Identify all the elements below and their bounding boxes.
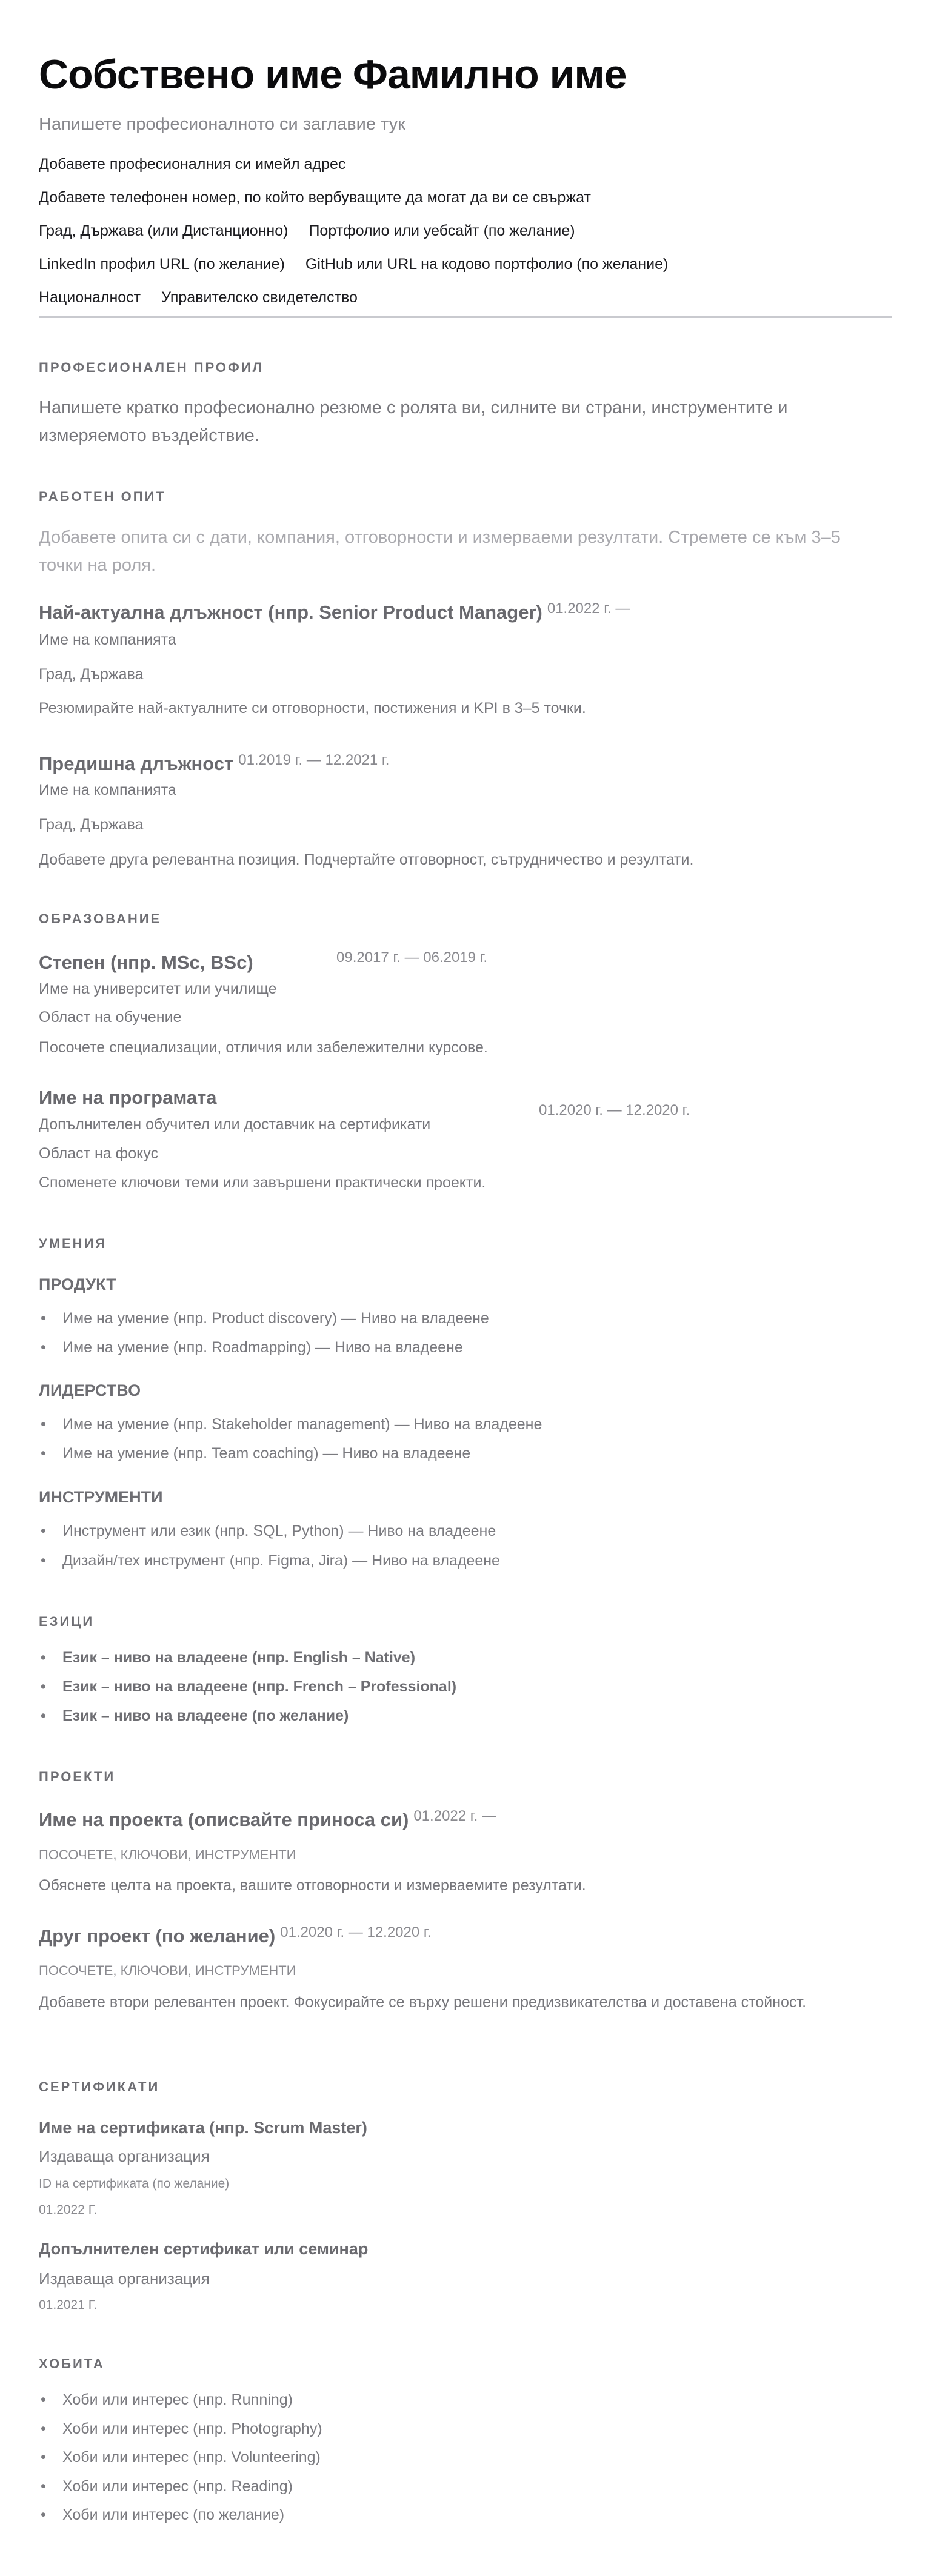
certificate-title: Допълнителен сертификат или семинар	[39, 2240, 369, 2258]
full-name: Собствено име Фамилно име	[39, 51, 627, 98]
section-heading-experience: РАБОТЕН ОПИТ	[39, 489, 166, 504]
project-date: 01.2022 г. —	[413, 1808, 496, 1824]
experience-title: Предишна длъжност	[39, 753, 234, 774]
project-title-row	[39, 1808, 496, 1831]
certificate-date: 01.2021 Г.	[39, 2298, 98, 2312]
bullet-icon: •	[41, 1707, 46, 1724]
skill-item: • Име на умение (нпр. Roadmapping) — Ниво на владеене	[41, 1339, 463, 1356]
project-description: Добавете втори релевантен проект. Фокусирайте се върху решени предизвикателства и доставена стойност.	[39, 1994, 807, 2011]
experience-company: Име на компанията	[39, 631, 176, 648]
bullet-icon: •	[41, 1522, 46, 1539]
education-date: 01.2020 г. — 12.2020 г.	[539, 1101, 690, 1118]
hobby-item: • Хоби или интерес (нпр. Reading)	[41, 2478, 293, 2495]
experience-placeholder: Добавете опита си с дати, компания, отговорности и измерваеми резултати. Стремете се към 3–5 точки на роля.	[39, 528, 841, 575]
certificate-issuer: Издаваща организация	[39, 2147, 210, 2165]
bullet-icon: •	[41, 2391, 46, 2408]
experience-date: 01.2019 г. — 12.2021 г.	[238, 752, 390, 768]
bullet-icon: •	[41, 1678, 46, 1695]
language-item: • Език – ниво на владеене (по желание)	[41, 1707, 349, 1724]
certificate-issuer: Издаваща организация	[39, 2269, 210, 2288]
experience-date: 01.2022 г. —	[547, 600, 630, 617]
contact-license: Управителско свидетелство	[161, 289, 358, 306]
contact-location: Град, Държава (или Дистанционно)	[39, 222, 289, 239]
education-title: Степен (нпр. MSc, BSc)	[39, 952, 253, 973]
bullet-icon: •	[41, 2478, 46, 2495]
certificate-date: 01.2022 Г.	[39, 2203, 98, 2217]
bullet-icon: •	[41, 2449, 46, 2466]
experience-location: Град, Държава	[39, 666, 144, 683]
bullet-icon: •	[41, 1445, 46, 1462]
section-heading-skills: УМЕНИЯ	[39, 1236, 107, 1251]
experience-location: Град, Държава	[39, 816, 144, 833]
section-heading-education: ОБРАЗОВАНИЕ	[39, 911, 162, 926]
contact-email[interactable]: Добавете професионалния си имейл адрес	[39, 156, 346, 173]
experience-item-title-row	[39, 601, 630, 623]
professional-headline: Напишете професионалното си заглавие тук	[39, 115, 405, 134]
language-item: • Език – ниво на владеене (нпр. French – Professional)	[41, 1678, 457, 1695]
section-heading-profile: ПРОФЕСИОНАЛЕН ПРОФИЛ	[39, 360, 264, 375]
project-title-row	[39, 1925, 431, 1947]
project-tags: ПОСОЧЕТЕ, КЛЮЧОВИ, ИНСТРУМЕНТИ	[39, 1847, 296, 1862]
project-tags: ПОСОЧЕТЕ, КЛЮЧОВИ, ИНСТРУМЕНТИ	[39, 1963, 296, 1978]
hobby-item: • Хоби или интерес (нпр. Photography)	[41, 2420, 322, 2437]
section-heading-hobbies: ХОБИТА	[39, 2356, 105, 2371]
skill-item: • Име на умение (нпр. Stakeholder management) — Ниво на владеене	[41, 1416, 542, 1433]
contact-nationality: Националност	[39, 289, 141, 306]
education-institution: Име на университет или училище	[39, 980, 277, 997]
experience-company: Име на компанията	[39, 782, 176, 798]
hobby-item: • Хоби или интерес (по желание)	[41, 2506, 285, 2523]
education-title: Име на програмата	[39, 1087, 217, 1108]
bullet-icon: •	[41, 2506, 46, 2523]
profile-summary: Напишете кратко професионално резюме с ролята ви, силните ви страни, инструментите и измеряемото въздействие.	[39, 398, 788, 445]
skill-item: • Дизайн/тех инструмент (нпр. Figma, Jira) — Ниво на владеене	[41, 1552, 500, 1569]
experience-description: Добавете друга релевантна позиция. Подчертайте отговорност, сътрудничество и резултати.	[39, 851, 694, 868]
certificate-id: ID на сертификата (по желание)	[39, 2177, 230, 2191]
experience-item-title-row	[39, 752, 389, 775]
education-institution: Допълнителен обучител или доставчик на сертификати	[39, 1116, 431, 1133]
education-date: 09.2017 г. — 06.2019 г.	[336, 949, 488, 966]
project-description: Обяснете целта на проекта, вашите отговорности и измерваемите резултати.	[39, 1877, 586, 1894]
hobby-item: • Хоби или интерес (нпр. Volunteering)	[41, 2449, 321, 2466]
skill-item: • Инструмент или език (нпр. SQL, Python) — Ниво на владеене	[41, 1522, 496, 1539]
bullet-icon: •	[41, 1310, 46, 1327]
contact-row-links	[39, 255, 668, 273]
contact-linkedin[interactable]: LinkedIn профил URL (по желание)	[39, 256, 285, 273]
contact-portfolio[interactable]: Портфолио или уебсайт (по желание)	[309, 222, 575, 239]
skill-group-heading: ЛИДЕРСТВО	[39, 1381, 141, 1399]
skill-item: • Име на умение (нпр. Team coaching) — Ниво на владеене	[41, 1445, 471, 1462]
section-heading-projects: ПРОЕКТИ	[39, 1769, 116, 1784]
project-date: 01.2020 г. — 12.2020 г.	[280, 1924, 432, 1940]
header-divider	[39, 316, 892, 318]
skill-group-heading: ИНСТРУМЕНТИ	[39, 1488, 163, 1506]
contact-phone[interactable]: Добавете телефонен номер, по който вербуващите да могат да ви се свържат	[39, 189, 591, 206]
section-heading-languages: ЕЗИЦИ	[39, 1614, 95, 1629]
project-title: Име на проекта (описвайте приноса си)	[39, 1809, 409, 1830]
skill-item: • Име на умение (нпр. Product discovery) — Ниво на владеене	[41, 1310, 489, 1327]
contact-github[interactable]: GitHub или URL на кодово портфолио (по желание)	[305, 256, 669, 273]
experience-description: Резюмирайте най-актуалните си отговорности, постижения и KPI в 3–5 точки.	[39, 700, 586, 717]
bullet-icon: •	[41, 1339, 46, 1356]
hobby-item: • Хоби или интерес (нпр. Running)	[41, 2391, 293, 2408]
education-description: Посочете специализации, отличия или забележителни курсове.	[39, 1039, 488, 1056]
skill-group-heading: ПРОДУКТ	[39, 1275, 116, 1293]
education-field: Област на обучение	[39, 1009, 182, 1026]
education-field: Област на фокус	[39, 1145, 159, 1162]
experience-title: Най-актуална длъжност (нпр. Senior Product Manager)	[39, 602, 542, 623]
education-description: Споменете ключови теми или завършени практически проекти.	[39, 1174, 486, 1191]
contact-row-personal	[39, 288, 358, 307]
section-heading-certificates: СЕРТИФИКАТИ	[39, 2079, 160, 2094]
contact-row-location	[39, 222, 575, 240]
bullet-icon: •	[41, 1649, 46, 1666]
bullet-icon: •	[41, 1552, 46, 1569]
language-item: • Език – ниво на владеене (нпр. English – Native)	[41, 1649, 416, 1666]
bullet-icon: •	[41, 2420, 46, 2437]
project-title: Друг проект (по желание)	[39, 1925, 276, 1947]
bullet-icon: •	[41, 1416, 46, 1433]
certificate-title: Име на сертификата (нпр. Scrum Master)	[39, 2119, 367, 2137]
